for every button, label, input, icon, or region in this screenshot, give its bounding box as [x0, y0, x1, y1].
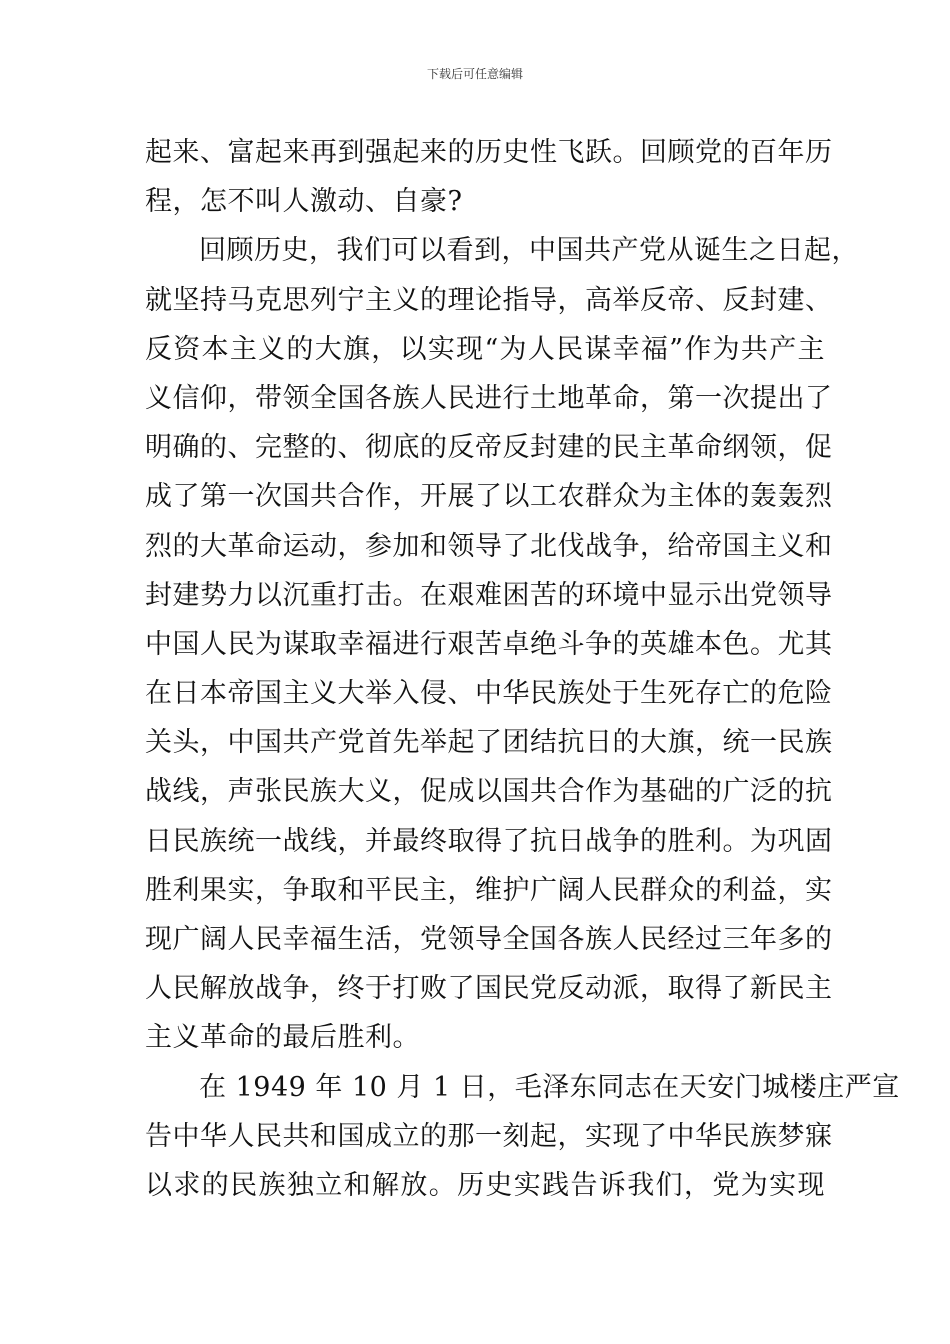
text-line: 封建势力以沉重打击。在艰难困苦的环境中显示出党领导: [145, 579, 833, 611]
document-body: [145, 128, 900, 1210]
text-line: 在 1949 年 10 月 1 日，毛泽东同志在天安门城楼庄严宣: [199, 1071, 900, 1103]
text-line: 人民解放战争，终于打败了国民党反动派，取得了新民主: [145, 973, 833, 1005]
text-line: 反资本主义的大旗，以实现“为人民谋幸福”作为共产主: [145, 333, 825, 365]
text-line: 回顾历史，我们可以看到，中国共产党从诞生之日起，: [199, 235, 859, 267]
text-line: 在日本帝国主义大举入侵、中华民族处于生死存亡的危险: [145, 678, 833, 710]
text-line: 程，怎不叫人激动、自豪?: [145, 186, 463, 218]
text-line: 胜利果实，争取和平民主，维护广阔人民群众的利益，实: [145, 874, 833, 906]
text-line: 日民族统一战线，并最终取得了抗日战争的胜利。为巩固: [145, 825, 833, 857]
text-line: 主义革命的最后胜利。: [145, 1022, 420, 1054]
page-header: 下载后可任意编辑: [426, 67, 523, 81]
text-line: 告中华人民共和国成立的那一刻起，实现了中华民族梦寐: [145, 1120, 833, 1152]
text-line: 以求的民族独立和解放。历史实践告诉我们，党为实现: [145, 1169, 825, 1201]
text-line: 关头，中国共产党首先举起了团结抗日的大旗，统一民族: [145, 727, 833, 759]
text-line: 起来、富起来再到强起来的历史性飞跃。回顾党的百年历: [145, 137, 833, 168]
text-line: 明确的、完整的、彻底的反帝反封建的民主革命纲领，促: [145, 432, 833, 464]
text-line: 成了第一次国共合作，开展了以工农群众为主体的轰轰烈: [145, 481, 833, 513]
text-line: 战线，声张民族大义，促成以国共合作为基础的广泛的抗: [145, 776, 833, 808]
text-line: 中国人民为谋取幸福进行艰苦卓绝斗争的英雄本色。尤其: [145, 628, 833, 660]
text-line: 现广阔人民幸福生活，党领导全国各族人民经过三年多的: [145, 924, 833, 955]
text-line: 烈的大革命运动，参加和领导了北伐战争，给帝国主义和: [145, 530, 833, 562]
text-line: 就坚持马克思列宁主义的理论指导，高举反帝、反封建、: [145, 284, 833, 316]
text-line: 义信仰，带领全国各族人民进行土地革命，第一次提出了: [145, 382, 833, 414]
